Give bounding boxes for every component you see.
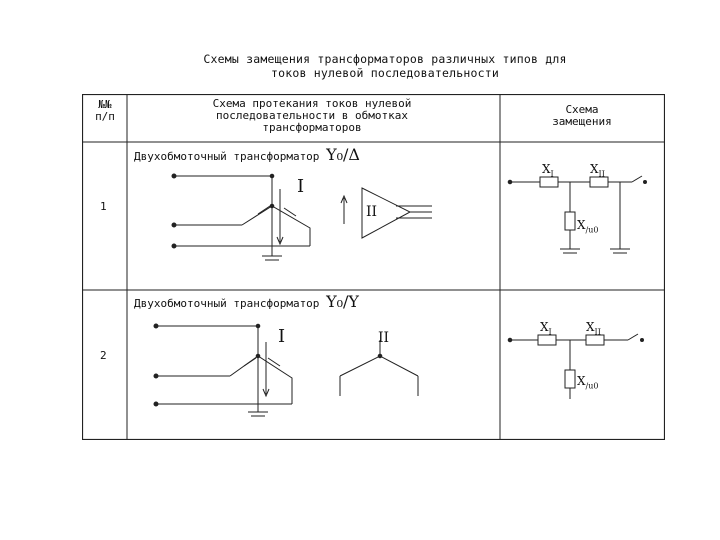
row-2-x2-sub: II: [594, 327, 601, 337]
header-number-line-2: п/п: [95, 110, 115, 123]
row-2-x2: [586, 320, 601, 336]
row-1-x0-sub: /u0: [585, 225, 599, 235]
header-scheme-line-1: Схема протекания токов нулевой: [212, 97, 412, 110]
row-2-number: 2: [100, 349, 107, 362]
row-2-label-I: I: [278, 326, 286, 347]
row-1-label-I: I: [297, 176, 305, 197]
header-equivalent-line-2: замещения: [552, 115, 612, 128]
header-scheme-line-3: трансформаторов: [262, 121, 362, 134]
row-2-x0-symbol: X: [577, 374, 586, 388]
row-1-number: 1: [100, 200, 107, 213]
row-2-x0: [577, 374, 598, 390]
title-line-2: токов нулевой последовательности: [271, 66, 499, 80]
row-1-x2-sub: II: [598, 169, 605, 179]
row-1-x0-symbol: X: [577, 218, 586, 232]
row-1-connection: Y₀/Δ: [326, 145, 360, 164]
row-2-label-II: II: [378, 330, 390, 346]
row-1-label-II: II: [366, 204, 378, 220]
row-2-connection: Y₀/Y: [326, 292, 359, 311]
row-1-x1-symbol: X: [542, 162, 551, 176]
row-2-x0-sub: /u0: [585, 381, 599, 391]
row-2-x1-sub: I: [548, 327, 552, 337]
schemes-table: [82, 94, 665, 440]
row-1-x1-sub: I: [550, 169, 554, 179]
header-number-line-1: №№: [98, 98, 112, 111]
page-title: [150, 52, 620, 80]
title-line-1: Схемы замещения трансформаторов различных типов для: [203, 52, 567, 66]
header-scheme-line-2: последовательности в обмотках: [215, 109, 409, 122]
row-2-x2-symbol: X: [586, 320, 595, 334]
row-2-x1-symbol: X: [540, 320, 549, 334]
row-2-caption-text: Двухобмоточный трансформатор: [134, 297, 320, 310]
row-1-x2-symbol: X: [590, 162, 599, 176]
row-2-x1: [540, 320, 552, 336]
row-1-caption-text: Двухобмоточный трансформатор: [134, 150, 320, 163]
header-equivalent-line-1: Схема: [565, 103, 599, 116]
